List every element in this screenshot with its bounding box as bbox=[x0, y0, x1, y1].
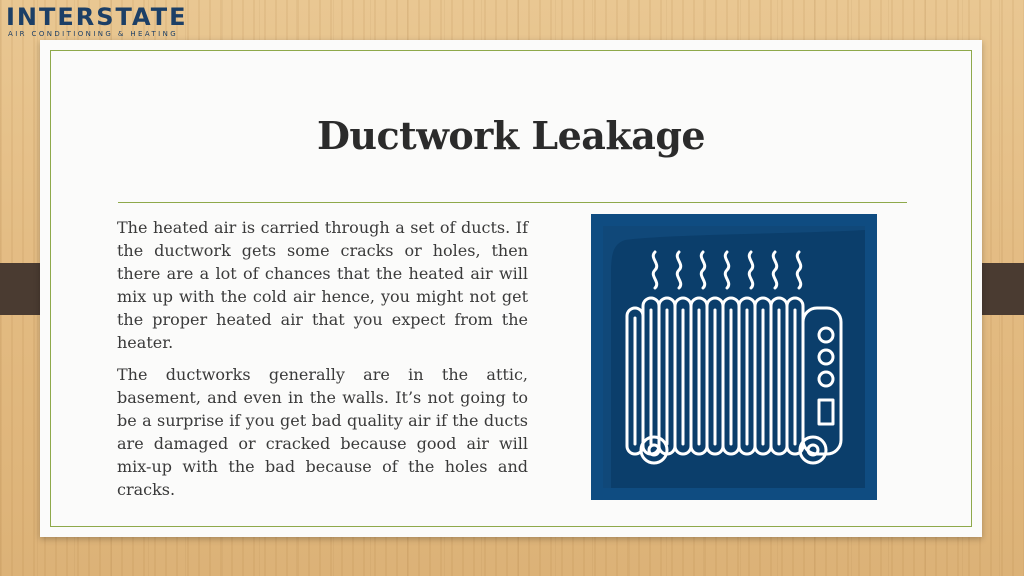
slide-card bbox=[40, 40, 982, 537]
logo-title: INTERSTATE bbox=[6, 3, 188, 31]
logo-subtitle: AIR CONDITIONING & HEATING bbox=[8, 30, 179, 38]
title-divider bbox=[118, 202, 907, 203]
slide-title: Ductwork Leakage bbox=[316, 113, 706, 158]
slide-body bbox=[117, 216, 528, 510]
paragraph-1: The heated air is carried through a set of ducts. If the ductwork gets some cracks or holes, then there are a lot of chances that the heated air will mix up with the cold air hence, you might not get the proper heated air that you expect from the heater. bbox=[117, 218, 528, 352]
radiator-heater-icon bbox=[591, 214, 877, 500]
company-logo bbox=[6, 4, 206, 38]
paragraph-2: The ductworks generally are in the attic, basement, and even in the walls. It’s not going to be a surprise if you get bad quality air if the ducts are damaged or cracked because good air will mix-up with the bad because of the holes and cracks. bbox=[117, 365, 528, 499]
